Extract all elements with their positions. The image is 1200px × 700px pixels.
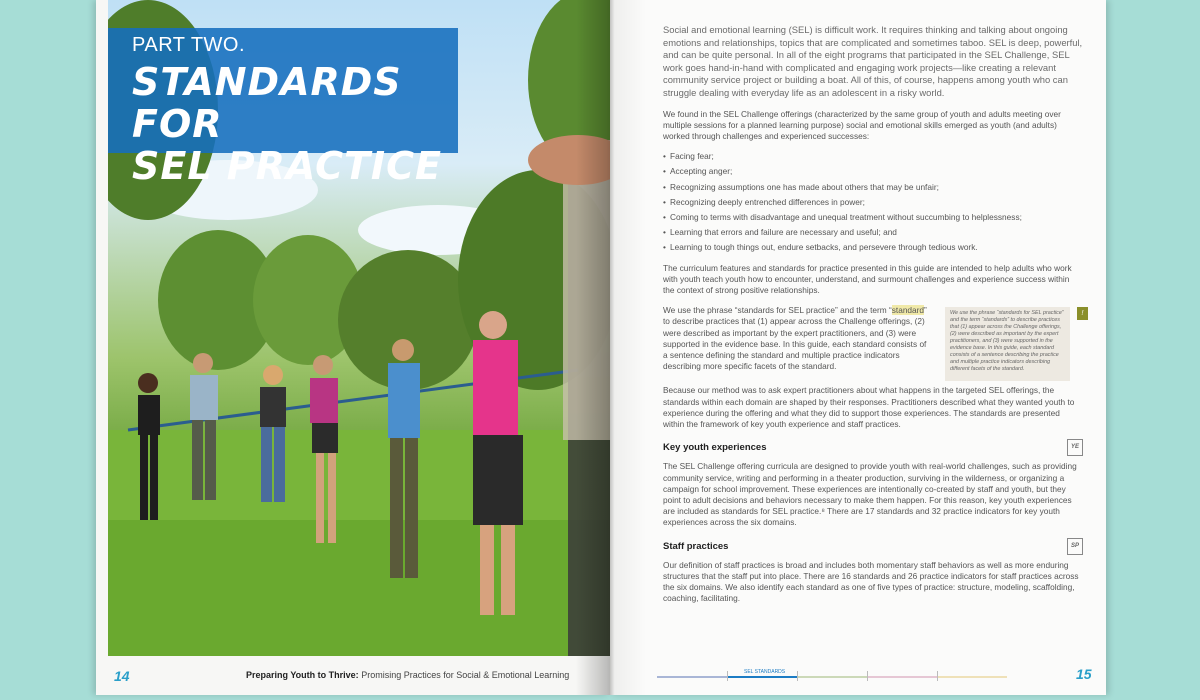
tab-segment xyxy=(867,676,937,678)
sp-heading-text: Staff practices xyxy=(663,540,729,552)
curriculum-paragraph: The curriculum features and standards for practice presented in this guide are intended to help adults who work with youth teach youth how to encounter, understand, and surmount challenges and experience success within the context of strong positive relationships. xyxy=(663,262,1072,295)
sp-paragraph: Our definition of staff practices is broad and includes both momentary staff behaviors as well as more enduring structures that the staff put into place. There are 16 standards and 26 practice indicators for staff practices across the six domains. We also identify each standard as one of five types of practice: structure, modeling, scaffolding, coaching, facilitating. xyxy=(663,559,1079,604)
page-title-line-1: STANDARDS FOR xyxy=(132,60,402,146)
highlighted-term: standard xyxy=(891,305,925,316)
margin-note xyxy=(945,307,1084,381)
page-title-line-2: SEL PRACTICE xyxy=(132,144,442,188)
list-item: • Learning that errors and failure are necessary and useful; and xyxy=(663,227,1083,238)
phrase-paragraph xyxy=(663,305,933,372)
list-item: • Accepting anger; xyxy=(663,166,1083,177)
tab-divider xyxy=(867,671,868,681)
tab-label: SEL STANDARDS xyxy=(744,669,786,675)
ye-tag-icon: YE xyxy=(1067,439,1083,456)
note-icon: ! xyxy=(1077,307,1088,320)
right-page xyxy=(610,0,1106,695)
footer-title-bold: Preparing Youth to Thrive: xyxy=(246,670,359,680)
list-item: • Facing fear; xyxy=(663,151,1083,162)
method-paragraph: Because our method was to ask expert practitioners about what happens in the targeted SEL offerings, the standards within each domain are shaped by their responses. Practitioners described what they wanted youth to experience during the offering and what they did to support those experiences. The standards are presented within the framework of key youth experience and staff practices. xyxy=(663,385,1075,430)
page-number-right: 15 xyxy=(1076,666,1092,682)
tab-divider xyxy=(797,671,798,681)
footer-title-rest: Promising Practices for Social & Emotional Learning xyxy=(358,670,570,680)
text-column xyxy=(663,24,1083,614)
phrase-text-start: We use the phrase “standards for SEL practice” and the term “ xyxy=(663,305,892,316)
list-item: • Learning to tough things out, endure setbacks, and persevere through tedious work. xyxy=(663,242,1083,253)
kye-paragraph: The SEL Challenge offering curricula are designed to provide youth with real-world challenges, such as providing community service, writing and performing in a theater production, surviving in the wilderness, or organizing a campaign for school improvement. These experiences are intentionally co-created by staff and youth, but they point to adult decisions and behaviors necessary to make them happen. For this reason, key youth experiences are included as standards for SEL practice.⁸ There are 17 standards and 32 practice indicators for key youth experiences across the six domains. xyxy=(663,461,1077,528)
intro-paragraph: Social and emotional learning (SEL) is difficult work. It requires thinking and talking about ongoing emotions and relationships, topics that are complicated and sometimes taboo. SEL is deep, powerful, and can be quite personal. In all of the eight programs that participated in the SEL Challenge, SEL work goes hand-in-hand with complicated and engaging work projects—like creating a relevant community service project or building a boat. All of this, of course, happens among youth who can struggle dealing with everyday life as an adolescent in a risky world. xyxy=(663,24,1083,98)
tab-divider xyxy=(937,671,938,681)
running-footer xyxy=(246,670,569,680)
magazine-spread xyxy=(96,0,1106,700)
page-number-left: 14 xyxy=(114,668,130,684)
tab-segment xyxy=(937,676,1007,678)
tab-divider xyxy=(727,671,728,681)
tab-segment xyxy=(657,676,727,678)
list-item: • Coming to terms with disadvantage and unequal treatment without succumbing to helplessness; xyxy=(663,212,1083,223)
left-footer xyxy=(96,662,610,692)
margin-note-text: We use the phrase “standards for SEL practice” and the term “standards” to describe practices that (1) appear across the Challenge offerings, (2) were described as important by the expert practitioners, and (3) were supported in the evidence base. In this guide, each standard consists of a sentence describing the practice and multiple practice indicators describing different facets of the standard. xyxy=(950,310,1064,373)
tab-segment xyxy=(797,676,867,678)
left-page xyxy=(96,0,610,695)
cover-photo xyxy=(108,0,650,656)
key-youth-experiences-heading xyxy=(663,439,1083,456)
list-item: • Recognizing deeply entrenched differences in power; xyxy=(663,197,1083,208)
sp-tag-icon: SP xyxy=(1067,538,1083,555)
part-label: PART TWO. xyxy=(132,34,246,56)
list-item: • Recognizing assumptions one has made about others that may be unfair; xyxy=(663,182,1083,193)
tab-segment-active xyxy=(727,676,797,678)
findings-paragraph: We found in the SEL Challenge offerings (characterized by the same group of youth and adults meeting over multiple sessions for a planned learning purpose) social and emotional skills emerged as youth (and adults) worked through challenges and experienced successes: xyxy=(663,108,1061,141)
phrase-text-end: ” to describe practices that (1) appear across the Challenge offerings, (2) were described as important by the expert practitioners, and (3) were supported in the evidence base. In this guide, each standard consists of a sentence defining the standard and multiple practice indicators describing more specific facets of the standard. xyxy=(663,305,927,372)
right-footer xyxy=(610,660,1106,690)
kye-heading-text: Key youth experiences xyxy=(663,442,767,454)
section-tabs xyxy=(657,670,1007,682)
title-banner xyxy=(108,28,458,188)
phrase-section xyxy=(663,305,1083,381)
challenges-list xyxy=(663,151,1083,253)
staff-practices-heading xyxy=(663,538,1083,555)
